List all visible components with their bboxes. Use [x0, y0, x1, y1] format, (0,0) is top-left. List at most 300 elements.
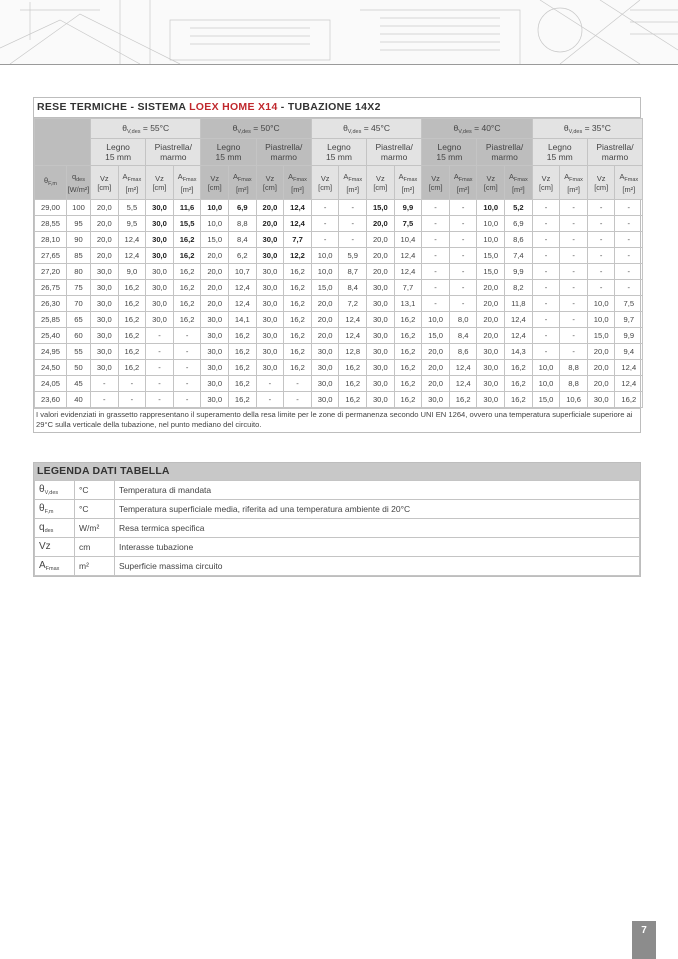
- table-cell: 16,2: [118, 328, 146, 344]
- table-cell: 12,8: [339, 344, 367, 360]
- table-cell: 20,0: [587, 360, 615, 376]
- table-cell: 10,0: [532, 360, 560, 376]
- legenda-title: LEGENDA DATI TABELLA: [34, 463, 640, 480]
- table-cell: -: [560, 328, 588, 344]
- table-row: [35, 280, 643, 296]
- table-cell: 9,4: [615, 344, 643, 360]
- table-cell: 30,0: [367, 328, 395, 344]
- floor-type-header: Piastrella/ marmo: [256, 139, 311, 166]
- table-cell: 8,4: [339, 280, 367, 296]
- table-cell: 30,0: [256, 344, 284, 360]
- table-cell: 13,1: [394, 296, 422, 312]
- table-cell: 15,0: [477, 264, 505, 280]
- table-cell: 30,0: [146, 200, 174, 216]
- table-cell: -: [615, 280, 643, 296]
- table-cell: -: [449, 280, 477, 296]
- table-cell: 30,0: [91, 360, 119, 376]
- table-cell: 12,4: [284, 200, 312, 216]
- table-cell: 10,0: [477, 216, 505, 232]
- table-cell: -: [560, 344, 588, 360]
- table-cell: 12,4: [449, 360, 477, 376]
- table-cell: 20,0: [91, 248, 119, 264]
- header-row-temperatures: [35, 119, 643, 139]
- table-cell: -: [560, 216, 588, 232]
- table-cell: 16,2: [229, 344, 257, 360]
- table-cell: 20,0: [201, 264, 229, 280]
- table-cell: -: [449, 296, 477, 312]
- table-cell: 20,0: [477, 328, 505, 344]
- legenda-panel: [33, 462, 641, 577]
- table-cell: 30,0: [91, 280, 119, 296]
- legenda-unit: °C: [75, 481, 115, 500]
- table-cell: 30,0: [311, 360, 339, 376]
- table-cell: 16,2: [284, 344, 312, 360]
- table-cell: 30,0: [256, 296, 284, 312]
- table-cell: 30,0: [91, 312, 119, 328]
- floor-type-header: Piastrella/ marmo: [477, 139, 532, 166]
- table-cell: -: [532, 312, 560, 328]
- table-cell: 30,0: [256, 248, 284, 264]
- floor-type-header: Piastrella/ marmo: [367, 139, 422, 166]
- table-cell: 5,5: [118, 200, 146, 216]
- table-cell: 16,2: [173, 312, 201, 328]
- table-cell: -: [422, 216, 450, 232]
- table-cell: 16,2: [505, 392, 533, 408]
- col-vz: Vz [cm]: [367, 166, 395, 200]
- table-row: [35, 328, 643, 344]
- table-cell: 20,0: [311, 296, 339, 312]
- table-cell: 16,2: [339, 392, 367, 408]
- table-cell: -: [615, 248, 643, 264]
- table-cell: -: [339, 200, 367, 216]
- table-cell: 12,4: [394, 248, 422, 264]
- table-cell: 10,0: [587, 296, 615, 312]
- table-cell: 16,2: [339, 376, 367, 392]
- table-cell: 8,2: [505, 280, 533, 296]
- table-cell: 30,0: [256, 360, 284, 376]
- table-cell: 10,6: [560, 392, 588, 408]
- table-cell: 14,3: [505, 344, 533, 360]
- table-cell: -: [532, 248, 560, 264]
- theta-fm-value: 26,30: [35, 296, 67, 312]
- table-cell: 9,9: [394, 200, 422, 216]
- table-cell: 9,5: [118, 216, 146, 232]
- table-cell: 16,2: [284, 264, 312, 280]
- table-cell: 10,0: [311, 248, 339, 264]
- q-des-value: 85: [67, 248, 91, 264]
- rese-termiche-table: [34, 118, 643, 408]
- table-cell: -: [587, 264, 615, 280]
- col-a-fmax: $A_{Fmax}$ [m²]: [449, 166, 477, 200]
- legenda-unit: °C: [75, 500, 115, 519]
- table-cell: 20,0: [311, 312, 339, 328]
- theta-fm-value: 24,95: [35, 344, 67, 360]
- q-des-value: 40: [67, 392, 91, 408]
- table-cell: 8,0: [449, 312, 477, 328]
- table-cell: 30,0: [146, 264, 174, 280]
- table-cell: 16,2: [118, 296, 146, 312]
- table-cell: -: [587, 248, 615, 264]
- col-a-fmax: $A_{Fmax}$ [m²]: [394, 166, 422, 200]
- legenda-symbol: $A_{Fmax}$: [35, 557, 75, 576]
- q-des-value: 95: [67, 216, 91, 232]
- table-cell: 16,2: [229, 376, 257, 392]
- table-cell: 15,0: [201, 232, 229, 248]
- table-cell: -: [311, 216, 339, 232]
- legenda-description: Temperatura superficiale media, riferita ad una temperatura ambiente di 20°C: [115, 500, 640, 519]
- q-des-value: 60: [67, 328, 91, 344]
- table-row: [35, 392, 643, 408]
- table-cell: 12,4: [118, 248, 146, 264]
- col-vz: Vz [cm]: [146, 166, 174, 200]
- theta-fm-value: 29,00: [35, 200, 67, 216]
- table-cell: -: [422, 248, 450, 264]
- table-cell: 7,5: [394, 216, 422, 232]
- table-cell: -: [173, 392, 201, 408]
- table-cell: -: [532, 296, 560, 312]
- table-cell: 30,0: [146, 216, 174, 232]
- table-cell: 30,0: [477, 376, 505, 392]
- col-a-fmax: $A_{Fmax}$ [m²]: [560, 166, 588, 200]
- table-cell: 30,0: [367, 280, 395, 296]
- q-des-value: 70: [67, 296, 91, 312]
- table-cell: 30,0: [256, 312, 284, 328]
- table-cell: 20,0: [422, 376, 450, 392]
- theta-fm-value: 24,05: [35, 376, 67, 392]
- table-cell: 7,2: [339, 296, 367, 312]
- table-cell: -: [311, 200, 339, 216]
- table-cell: 16,2: [118, 344, 146, 360]
- table-cell: 8,6: [505, 232, 533, 248]
- table-cell: 20,0: [367, 232, 395, 248]
- table-cell: 20,0: [256, 200, 284, 216]
- table-cell: 15,0: [587, 328, 615, 344]
- col-vz: Vz [cm]: [587, 166, 615, 200]
- q-des-value: 50: [67, 360, 91, 376]
- legenda-description: Superficie massima circuito: [115, 557, 640, 576]
- table-cell: -: [146, 392, 174, 408]
- table-cell: -: [560, 248, 588, 264]
- table-cell: -: [532, 200, 560, 216]
- table-cell: 8,4: [449, 328, 477, 344]
- table-cell: 10,0: [587, 312, 615, 328]
- blueprint-drawing: [0, 0, 678, 64]
- table-row: [35, 216, 643, 232]
- table-row: [35, 376, 643, 392]
- brand-name: LOEX HOME X14: [189, 101, 278, 113]
- legenda-symbol: $\theta_{F,m}$: [35, 500, 75, 519]
- table-cell: 30,0: [201, 376, 229, 392]
- table-row: [35, 200, 643, 216]
- table-row: [35, 264, 643, 280]
- table-cell: -: [339, 232, 367, 248]
- table-cell: 20,0: [367, 216, 395, 232]
- temp-header-1: $\theta_{V,des} = 50^\circ C$: [201, 119, 311, 139]
- temp-header-4: $\theta_{V,des} = 35^\circ C$: [532, 119, 642, 139]
- table-cell: 8,4: [229, 232, 257, 248]
- table-cell: 12,2: [284, 248, 312, 264]
- table-cell: 20,0: [477, 312, 505, 328]
- table-cell: -: [449, 216, 477, 232]
- table-cell: 12,4: [394, 264, 422, 280]
- table-cell: 16,2: [229, 392, 257, 408]
- table-cell: -: [532, 280, 560, 296]
- table-cell: 8,8: [229, 216, 257, 232]
- table-cell: -: [560, 200, 588, 216]
- table-cell: 20,0: [422, 360, 450, 376]
- table-cell: -: [173, 360, 201, 376]
- table-cell: -: [615, 232, 643, 248]
- table-cell: 16,2: [284, 296, 312, 312]
- col-a-fmax: $A_{Fmax}$ [m²]: [173, 166, 201, 200]
- table-cell: -: [587, 232, 615, 248]
- col-vz: Vz [cm]: [532, 166, 560, 200]
- table-cell: 30,0: [311, 392, 339, 408]
- legenda-row: [35, 557, 640, 576]
- table-cell: -: [146, 344, 174, 360]
- table-cell: 30,0: [146, 296, 174, 312]
- table-cell: 30,0: [146, 280, 174, 296]
- table-cell: -: [560, 264, 588, 280]
- theta-fm-value: 23,60: [35, 392, 67, 408]
- table-cell: 16,2: [394, 392, 422, 408]
- col-vz: Vz [cm]: [201, 166, 229, 200]
- table-cell: 10,0: [311, 264, 339, 280]
- table-cell: 9,7: [615, 312, 643, 328]
- legenda-description: Temperatura di mandata: [115, 481, 640, 500]
- table-cell: 5,9: [339, 248, 367, 264]
- q-des-value: 75: [67, 280, 91, 296]
- table-cell: 15,0: [311, 280, 339, 296]
- table-cell: -: [560, 312, 588, 328]
- legenda-unit: m²: [75, 557, 115, 576]
- table-cell: 12,4: [339, 312, 367, 328]
- table-cell: 30,0: [256, 232, 284, 248]
- table-cell: -: [146, 360, 174, 376]
- table-cell: 7,7: [394, 280, 422, 296]
- table-cell: 30,0: [201, 360, 229, 376]
- table-cell: 30,0: [311, 376, 339, 392]
- table-cell: 15,0: [367, 200, 395, 216]
- legenda-description: Interasse tubazione: [115, 538, 640, 557]
- table-cell: 30,0: [146, 232, 174, 248]
- table-cell: 30,0: [201, 328, 229, 344]
- table-cell: 12,4: [229, 280, 257, 296]
- table-cell: -: [449, 264, 477, 280]
- table-cell: -: [173, 328, 201, 344]
- table-cell: -: [449, 232, 477, 248]
- table-cell: 30,0: [201, 392, 229, 408]
- floor-type-header: Legno 15 mm: [91, 139, 146, 166]
- table-cell: 30,0: [367, 312, 395, 328]
- table-cell: -: [422, 264, 450, 280]
- legenda-table: [34, 480, 640, 576]
- table-cell: -: [422, 296, 450, 312]
- q-des-value: 55: [67, 344, 91, 360]
- header-corner: [35, 119, 91, 166]
- table-cell: -: [256, 376, 284, 392]
- table-cell: 30,0: [367, 296, 395, 312]
- table-cell: 12,4: [284, 216, 312, 232]
- table-cell: 16,2: [173, 248, 201, 264]
- table-cell: 14,1: [229, 312, 257, 328]
- table-cell: 20,0: [91, 232, 119, 248]
- table-cell: 30,0: [587, 392, 615, 408]
- table-cell: 30,0: [146, 312, 174, 328]
- header-blueprint-banner: [0, 0, 678, 65]
- table-cell: 12,4: [229, 296, 257, 312]
- table-cell: 5,2: [505, 200, 533, 216]
- table-cell: 12,4: [505, 328, 533, 344]
- floor-type-header: Legno 15 mm: [532, 139, 587, 166]
- table-cell: 15,5: [173, 216, 201, 232]
- table-cell: 9,0: [118, 264, 146, 280]
- col-a-fmax: $A_{Fmax}$ [m²]: [339, 166, 367, 200]
- table-cell: -: [615, 200, 643, 216]
- table-row: [35, 248, 643, 264]
- col-vz: Vz [cm]: [311, 166, 339, 200]
- table-cell: -: [560, 280, 588, 296]
- table-cell: 15,0: [477, 248, 505, 264]
- table-cell: -: [339, 216, 367, 232]
- col-vz: Vz [cm]: [91, 166, 119, 200]
- table-cell: 16,2: [505, 376, 533, 392]
- panel-title: RESE TERMICHE - SISTEMA LOEX HOME X14 - TUBAZIONE 14X2: [34, 98, 640, 118]
- table-body: [35, 200, 643, 408]
- table-cell: -: [532, 264, 560, 280]
- table-cell: -: [615, 264, 643, 280]
- table-cell: 10,4: [394, 232, 422, 248]
- table-cell: -: [284, 376, 312, 392]
- legenda-symbol: $\theta_{V,des}$: [35, 481, 75, 500]
- table-cell: -: [587, 200, 615, 216]
- table-cell: 11,6: [173, 200, 201, 216]
- table-cell: 16,2: [118, 280, 146, 296]
- table-cell: 30,0: [201, 312, 229, 328]
- table-cell: -: [256, 392, 284, 408]
- table-cell: 30,0: [91, 264, 119, 280]
- floor-type-header: Piastrella/ marmo: [587, 139, 642, 166]
- table-row: [35, 360, 643, 376]
- table-cell: 9,9: [505, 264, 533, 280]
- table-cell: -: [587, 280, 615, 296]
- table-cell: -: [146, 376, 174, 392]
- table-cell: 7,4: [505, 248, 533, 264]
- col-vz: Vz [cm]: [477, 166, 505, 200]
- header-row-floor-types: [35, 139, 643, 166]
- table-cell: 30,0: [91, 328, 119, 344]
- table-cell: -: [532, 232, 560, 248]
- col-theta-fm: $\theta_{F,m}$: [35, 166, 67, 200]
- table-cell: 16,2: [173, 264, 201, 280]
- table-cell: 30,0: [256, 280, 284, 296]
- table-cell: 9,9: [615, 328, 643, 344]
- floor-type-header: Legno 15 mm: [422, 139, 477, 166]
- table-cell: 16,2: [284, 312, 312, 328]
- table-cell: 16,2: [173, 232, 201, 248]
- table-cell: 30,0: [367, 376, 395, 392]
- table-cell: -: [173, 376, 201, 392]
- col-vz: Vz [cm]: [256, 166, 284, 200]
- table-cell: 16,2: [284, 328, 312, 344]
- table-cell: 16,2: [284, 360, 312, 376]
- table-cell: 30,0: [311, 344, 339, 360]
- table-cell: -: [173, 344, 201, 360]
- theta-fm-value: 26,75: [35, 280, 67, 296]
- table-cell: 20,0: [91, 216, 119, 232]
- temp-header-3: $\theta_{V,des} = 40^\circ C$: [422, 119, 532, 139]
- table-cell: -: [422, 200, 450, 216]
- col-q-des: $q_{des}$ [W/m²]: [67, 166, 91, 200]
- table-cell: 30,0: [91, 344, 119, 360]
- table-cell: 12,4: [615, 360, 643, 376]
- table-cell: 8,8: [560, 376, 588, 392]
- table-cell: 30,0: [477, 360, 505, 376]
- table-cell: 16,2: [394, 344, 422, 360]
- table-cell: -: [560, 296, 588, 312]
- q-des-value: 90: [67, 232, 91, 248]
- table-cell: 30,0: [367, 344, 395, 360]
- table-cell: -: [422, 232, 450, 248]
- table-cell: 15,0: [532, 392, 560, 408]
- legenda-unit: cm: [75, 538, 115, 557]
- table-cell: -: [91, 376, 119, 392]
- table-cell: 12,4: [339, 328, 367, 344]
- q-des-value: 65: [67, 312, 91, 328]
- legenda-row: [35, 500, 640, 519]
- theta-fm-value: 25,40: [35, 328, 67, 344]
- table-cell: 20,0: [587, 344, 615, 360]
- legenda-row: [35, 519, 640, 538]
- table-cell: 6,2: [229, 248, 257, 264]
- table-cell: 30,0: [256, 328, 284, 344]
- table-cell: -: [311, 232, 339, 248]
- table-cell: -: [615, 216, 643, 232]
- table-cell: 6,9: [229, 200, 257, 216]
- temp-header-2: $\theta_{V,des} = 45^\circ C$: [311, 119, 421, 139]
- table-cell: 8,7: [339, 264, 367, 280]
- theta-fm-value: 27,65: [35, 248, 67, 264]
- table-cell: -: [532, 344, 560, 360]
- table-cell: -: [422, 280, 450, 296]
- table-cell: 20,0: [201, 280, 229, 296]
- table-cell: 16,2: [394, 328, 422, 344]
- table-cell: -: [449, 200, 477, 216]
- table-cell: 20,0: [201, 296, 229, 312]
- table-cell: 16,2: [505, 360, 533, 376]
- table-cell: -: [284, 392, 312, 408]
- table-cell: 16,2: [615, 392, 643, 408]
- table-row: [35, 344, 643, 360]
- table-cell: 12,4: [615, 376, 643, 392]
- table-cell: 30,0: [91, 296, 119, 312]
- theta-fm-value: 28,55: [35, 216, 67, 232]
- table-cell: 20,0: [477, 296, 505, 312]
- col-a-fmax: $A_{Fmax}$ [m²]: [118, 166, 146, 200]
- temp-header-0: $\theta_{V,des} = 55^\circ C$: [91, 119, 201, 139]
- table-cell: 20,0: [256, 216, 284, 232]
- table-cell: 10,0: [477, 200, 505, 216]
- theta-fm-value: 28,10: [35, 232, 67, 248]
- table-cell: 20,0: [587, 376, 615, 392]
- table-cell: 10,7: [229, 264, 257, 280]
- legenda-row: [35, 481, 640, 500]
- col-a-fmax: $A_{Fmax}$ [m²]: [505, 166, 533, 200]
- col-a-fmax: $A_{Fmax}$ [m²]: [615, 166, 643, 200]
- table-cell: 12,4: [118, 232, 146, 248]
- table-cell: 15,0: [422, 328, 450, 344]
- q-des-value: 80: [67, 264, 91, 280]
